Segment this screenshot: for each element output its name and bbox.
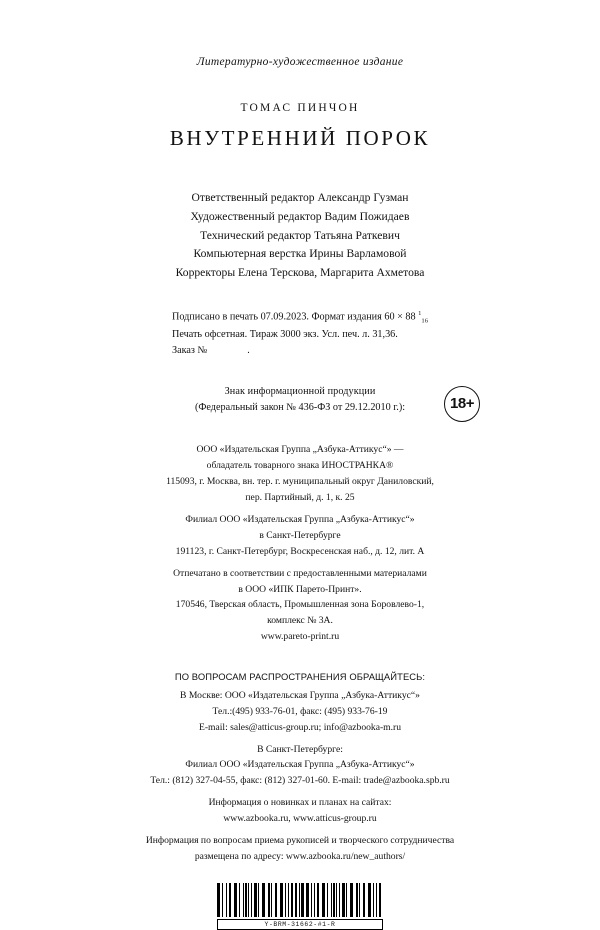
publisher-line: обладатель товарного знака ИНОСТРАНКА®	[206, 460, 394, 472]
credit-line: Компьютерная верстка Ирины Варламовой	[193, 247, 407, 261]
publisher-line: пер. Партийный, д. 1, к. 25	[245, 491, 355, 503]
credit-line: Художественный редактор Вадим Пожидаев	[190, 209, 410, 223]
news-line: Информация о новинках и планах на сайтах:	[208, 797, 392, 809]
printed-by-line: комплекс № 3А.	[267, 615, 333, 627]
barcode-area	[60, 883, 540, 930]
print-info-line-2: Печать офсетная. Тираж 3000 экз. Усл. печ. л. 31,36.	[171, 328, 398, 340]
moscow-line: Тел.:(495) 933-76-01, факс: (495) 933-76-19	[212, 705, 388, 717]
printed-by-line: в ООО «ИПК Парето-Принт».	[238, 583, 362, 595]
branch-line: Филиал ООО «Издательская Группа „Азбука-Аттикус“»	[185, 513, 415, 525]
edition-type: Литературно-художественное издание	[196, 56, 404, 68]
format-fraction-numerator: 1	[418, 309, 422, 317]
news-websites: www.azbooka.ru, www.atticus-group.ru	[223, 813, 377, 825]
spb-line: Филиал ООО «Издательская Группа „Азбука-Аттикус“»	[185, 759, 415, 771]
spb-line: Тел.: (812) 327-04-55, факс: (812) 327-01-60. E-mail: trade@azbooka.spb.ru	[150, 775, 450, 787]
publisher-line: ООО «Издательская Группа „Азбука-Аттикус“» —	[196, 444, 404, 456]
order-number-label: Заказ №	[171, 345, 208, 357]
branch-line: в Санкт-Петербурге	[259, 529, 341, 541]
printer-website: www.pareto-print.ru	[260, 631, 340, 643]
print-info-line-1	[172, 309, 428, 327]
order-number-value: .	[247, 345, 250, 357]
moscow-line: E-mail: sales@atticus-group.ru; info@azbooka-m.ru	[198, 721, 402, 733]
manuscripts-address: размещена по адресу: www.azbooka.ru/new_authors/	[194, 851, 406, 863]
barcode	[217, 883, 383, 917]
publisher-block	[60, 442, 540, 645]
age-rating-badge: 18+	[444, 386, 480, 422]
moscow-line: В Москве: ООО «Издательская Группа „Азбука-Аттикус“»	[180, 689, 420, 701]
publisher-line: 115093, г. Москва, вн. тер. г. муниципальный округ Даниловский,	[166, 475, 434, 487]
book-title: ВНУТРЕННИЙ ПОРОК	[169, 126, 431, 150]
printed-by-line: 170546, Тверская область, Промышленная зона Боровлево-1,	[175, 599, 425, 611]
distribution-block	[60, 669, 540, 865]
author-name: ТОМАС ПИНЧОН	[240, 102, 360, 114]
credit-line: Технический редактор Татьяна Раткевич	[200, 228, 400, 242]
manuscripts-line: Информация по вопросам приема рукописей и творческого сотрудничества	[145, 835, 455, 847]
barcode-label: Y-BRM-31662-#1-R	[217, 919, 383, 930]
branch-line: 191123, г. Санкт-Петербург, Воскресенская наб., д. 12, лит. А	[175, 545, 425, 557]
printed-by-line: Отпечатано в соответствии с предоставленными материалами	[173, 567, 427, 579]
info-sign-line-2: (Федеральный закон № 436-ФЗ от 29.12.2010 г.):	[194, 401, 406, 413]
info-sign-block	[60, 384, 540, 417]
credits-block	[60, 189, 540, 283]
format-fraction-denominator: 16	[421, 317, 429, 325]
credit-line: Ответственный редактор Александр Гузман	[191, 191, 409, 204]
print-info-wrap	[60, 283, 540, 360]
spb-label: В Санкт-Петербурге:	[257, 743, 343, 755]
print-info-line-3	[172, 343, 428, 359]
print-format-text: Подписано в печать 07.09.2023. Формат издания 60 × 88	[171, 311, 419, 323]
distribution-heading: ПО ВОПРОСАМ РАСПРОСТРАНЕНИЯ ОБРАЩАЙТЕСЬ:	[174, 671, 426, 683]
print-info-block	[172, 309, 428, 360]
info-sign-line-1: Знак информационной продукции	[224, 385, 376, 397]
credit-line: Корректоры Елена Терскова, Маргарита Ахметова	[175, 266, 425, 280]
